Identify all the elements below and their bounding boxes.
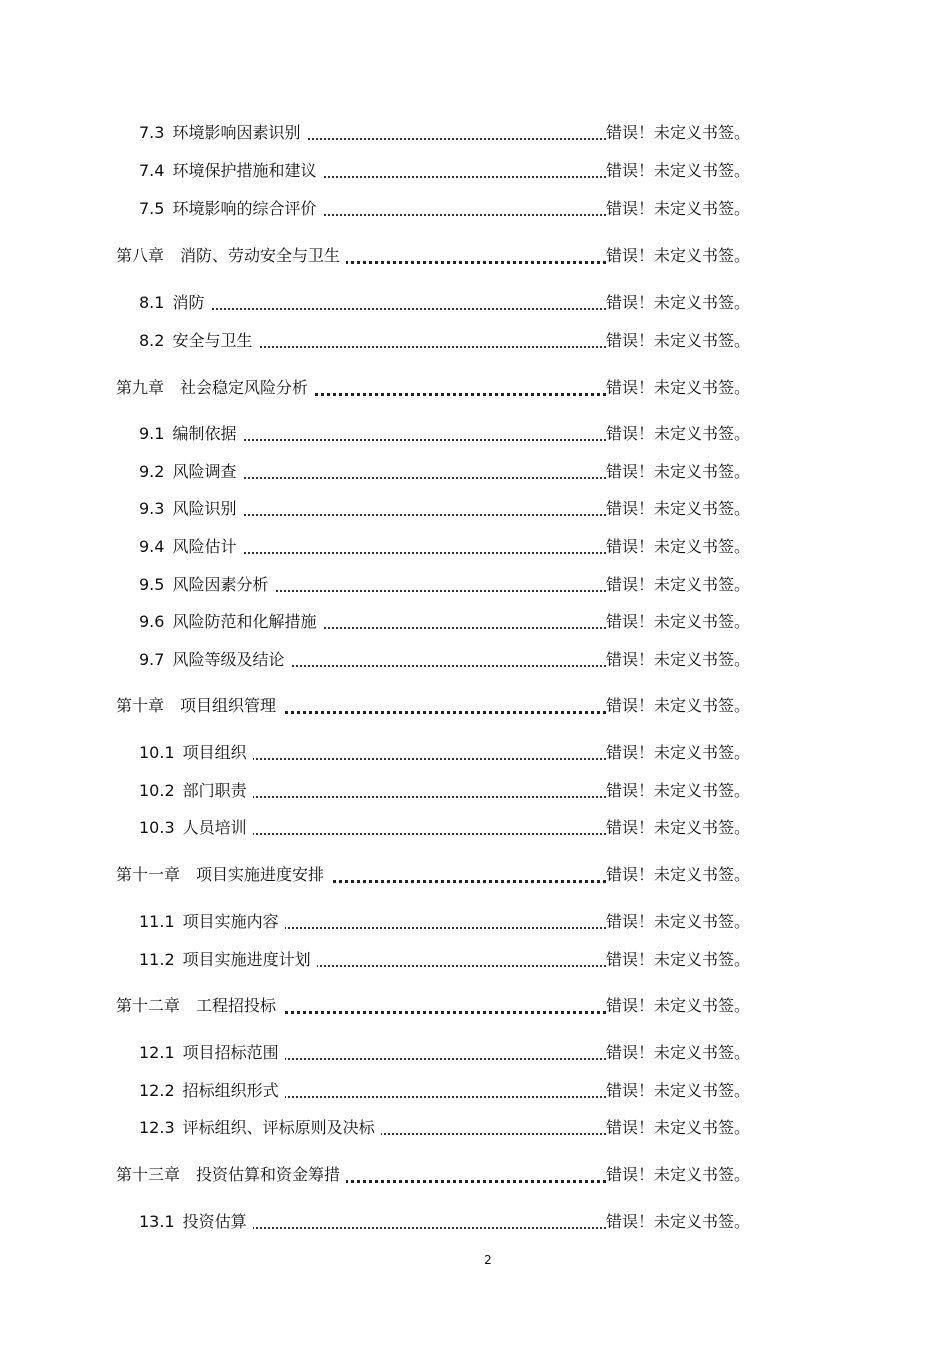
toc-entry-title: 部门职责 bbox=[182, 781, 247, 800]
toc-entry-page-ref: 错误！未定义书签。 bbox=[606, 993, 750, 1019]
page-number: 2 bbox=[484, 1253, 492, 1267]
toc-section-entry[interactable] bbox=[0, 740, 950, 766]
toc-entry-page-ref: 错误！未定义书签。 bbox=[606, 120, 750, 146]
toc-entry-number: 9.1 bbox=[139, 424, 165, 443]
toc-section-entry[interactable] bbox=[0, 609, 950, 635]
toc-section-entry[interactable] bbox=[0, 1115, 950, 1141]
toc-entry-label bbox=[116, 1162, 346, 1188]
toc-entry-page-ref: 错误！未定义书签。 bbox=[606, 243, 750, 269]
toc-entry-label bbox=[139, 421, 242, 447]
toc-entry-number: 8.2 bbox=[139, 331, 165, 350]
toc-entry-label bbox=[139, 158, 322, 184]
toc-entry-label bbox=[116, 693, 282, 719]
toc-entry-title: 项目实施内容 bbox=[182, 912, 279, 931]
toc-section-entry[interactable] bbox=[0, 534, 950, 560]
toc-entry-title: 安全与卫生 bbox=[172, 331, 253, 350]
toc-entry-number: 7.3 bbox=[139, 123, 165, 142]
toc-entry-title: 招标组织形式 bbox=[182, 1081, 279, 1100]
toc-entry-label bbox=[139, 647, 290, 673]
toc-entry-page-ref: 错误！未定义书签。 bbox=[606, 740, 750, 766]
toc-entry-page-ref: 错误！未定义书签。 bbox=[606, 290, 750, 316]
toc-entry-title: 投资估算和资金筹措 bbox=[196, 1165, 341, 1184]
toc-entry-label bbox=[139, 909, 285, 935]
toc-entry-number: 10.1 bbox=[139, 743, 175, 762]
toc-entry-title: 编制依据 bbox=[172, 424, 237, 443]
toc-entry-title: 环境影响因素识别 bbox=[172, 123, 301, 142]
toc-entry-title: 风险因素分析 bbox=[172, 575, 269, 594]
toc-section-entry[interactable] bbox=[0, 1209, 950, 1235]
toc-entry-page-ref: 错误！未定义书签。 bbox=[606, 778, 750, 804]
toc-entry-label bbox=[139, 1209, 253, 1235]
toc-entry-number: 12.2 bbox=[139, 1081, 175, 1100]
toc-entry-title: 社会稳定风险分析 bbox=[180, 378, 309, 397]
toc-entry-page-ref: 错误！未定义书签。 bbox=[606, 1209, 750, 1235]
toc-entry-label bbox=[139, 328, 258, 354]
toc-section-entry[interactable] bbox=[0, 572, 950, 598]
toc-entry-page-ref: 错误！未定义书签。 bbox=[606, 947, 750, 973]
toc-entry-title: 环境影响的综合评价 bbox=[172, 199, 317, 218]
toc-entry-title: 风险识别 bbox=[172, 499, 237, 518]
toc-chapter-entry[interactable] bbox=[0, 862, 950, 888]
toc-chapter-entry[interactable] bbox=[0, 993, 950, 1019]
toc-entry-number: 10.3 bbox=[139, 818, 175, 837]
toc-entry-number: 9.4 bbox=[139, 537, 165, 556]
toc-entry-page-ref: 错误！未定义书签。 bbox=[606, 1078, 750, 1104]
toc-entry-number: 11.2 bbox=[139, 950, 175, 969]
toc-entry-number: 12.1 bbox=[139, 1043, 175, 1062]
toc-entry-page-ref: 错误！未定义书签。 bbox=[606, 534, 750, 560]
toc-entry-title: 风险调查 bbox=[172, 462, 237, 481]
toc-entry-title: 风险估计 bbox=[172, 537, 237, 556]
toc-entry-title: 消防 bbox=[172, 293, 205, 312]
toc-entry-label bbox=[116, 993, 282, 1019]
toc-entry-title: 项目组织 bbox=[182, 743, 247, 762]
toc-section-entry[interactable] bbox=[0, 158, 950, 184]
toc-entry-title: 人员培训 bbox=[182, 818, 247, 837]
toc-entry-label bbox=[139, 815, 253, 841]
toc-entry-label bbox=[139, 740, 253, 766]
toc-section-entry[interactable] bbox=[0, 1040, 950, 1066]
toc-entry-title: 评标组织、评标原则及决标 bbox=[182, 1118, 375, 1137]
toc-entry-title: 项目实施进度计划 bbox=[182, 950, 311, 969]
toc-entry-number: 7.4 bbox=[139, 161, 165, 180]
toc-entry-number: 9.5 bbox=[139, 575, 165, 594]
toc-entry-page-ref: 错误！未定义书签。 bbox=[606, 909, 750, 935]
toc-chapter-entry[interactable] bbox=[0, 243, 950, 269]
toc-chapter-entry[interactable] bbox=[0, 1162, 950, 1188]
toc-section-entry[interactable] bbox=[0, 1078, 950, 1104]
toc-entry-title: 投资估算 bbox=[182, 1212, 247, 1231]
toc-entry-page-ref: 错误！未定义书签。 bbox=[606, 328, 750, 354]
toc-entry-page-ref: 错误！未定义书签。 bbox=[606, 1162, 750, 1188]
toc-entry-page-ref: 错误！未定义书签。 bbox=[606, 1040, 750, 1066]
toc-entry-label bbox=[139, 459, 242, 485]
toc-entry-number: 8.1 bbox=[139, 293, 165, 312]
toc-entry-label bbox=[139, 572, 274, 598]
toc-entry-number: 11.1 bbox=[139, 912, 175, 931]
toc-entry-label bbox=[116, 375, 314, 401]
toc-entry-label bbox=[116, 862, 330, 888]
toc-entry-page-ref: 错误！未定义书签。 bbox=[606, 375, 750, 401]
toc-entry-number: 第十章 bbox=[116, 696, 165, 715]
toc-entry-label bbox=[139, 290, 210, 316]
toc-section-entry[interactable] bbox=[0, 421, 950, 447]
toc-entry-number: 12.3 bbox=[139, 1118, 175, 1137]
toc-entry-page-ref: 错误！未定义书签。 bbox=[606, 196, 750, 222]
toc-entry-page-ref: 错误！未定义书签。 bbox=[606, 862, 750, 888]
toc-entry-title: 风险防范和化解措施 bbox=[172, 612, 317, 631]
toc-chapter-entry[interactable] bbox=[0, 693, 950, 719]
toc-entry-page-ref: 错误！未定义书签。 bbox=[606, 693, 750, 719]
toc-entry-label bbox=[139, 1040, 285, 1066]
toc-entry-number: 7.5 bbox=[139, 199, 165, 218]
toc-entry-page-ref: 错误！未定义书签。 bbox=[606, 647, 750, 673]
toc-entry-title: 环境保护措施和建议 bbox=[172, 161, 317, 180]
toc-entry-page-ref: 错误！未定义书签。 bbox=[606, 496, 750, 522]
toc-entry-number: 第八章 bbox=[116, 246, 165, 265]
toc-entry-number: 第九章 bbox=[116, 378, 165, 397]
toc-entry-number: 9.2 bbox=[139, 462, 165, 481]
toc-entry-number: 9.7 bbox=[139, 650, 165, 669]
toc-entry-number: 10.2 bbox=[139, 781, 175, 800]
toc-entry-title: 风险等级及结论 bbox=[172, 650, 285, 669]
toc-section-entry[interactable] bbox=[0, 120, 950, 146]
toc-section-entry[interactable] bbox=[0, 196, 950, 222]
toc-entry-label bbox=[139, 778, 253, 804]
toc-section-entry[interactable] bbox=[0, 815, 950, 841]
toc-entry-number: 第十三章 bbox=[116, 1165, 181, 1184]
toc-entry-page-ref: 错误！未定义书签。 bbox=[606, 158, 750, 184]
toc-entry-number: 9.3 bbox=[139, 499, 165, 518]
toc-section-entry[interactable] bbox=[0, 290, 950, 316]
toc-section-entry[interactable] bbox=[0, 778, 950, 804]
toc-entry-number: 9.6 bbox=[139, 612, 165, 631]
toc-entry-title: 项目组织管理 bbox=[180, 696, 277, 715]
toc-section-entry[interactable] bbox=[0, 947, 950, 973]
toc-entry-label bbox=[139, 1115, 381, 1141]
toc-section-entry[interactable] bbox=[0, 647, 950, 673]
toc-entry-title: 工程招投标 bbox=[196, 996, 277, 1015]
toc-entry-label bbox=[139, 120, 306, 146]
toc-section-entry[interactable] bbox=[0, 459, 950, 485]
toc-entry-label bbox=[139, 609, 322, 635]
toc-entry-page-ref: 错误！未定义书签。 bbox=[606, 459, 750, 485]
toc-entry-number: 13.1 bbox=[139, 1212, 175, 1231]
toc-section-entry[interactable] bbox=[0, 909, 950, 935]
toc-entry-page-ref: 错误！未定义书签。 bbox=[606, 1115, 750, 1141]
toc-entry-label bbox=[139, 196, 322, 222]
toc-entry-label bbox=[139, 496, 242, 522]
toc-entry-page-ref: 错误！未定义书签。 bbox=[606, 421, 750, 447]
toc-entry-label bbox=[139, 534, 242, 560]
toc-section-entry[interactable] bbox=[0, 496, 950, 522]
toc-section-entry[interactable] bbox=[0, 328, 950, 354]
toc-entry-title: 项目实施进度安排 bbox=[196, 865, 325, 884]
toc-entry-page-ref: 错误！未定义书签。 bbox=[606, 609, 750, 635]
toc-entry-title: 项目招标范围 bbox=[182, 1043, 279, 1062]
toc-entry-label bbox=[139, 947, 317, 973]
toc-entry-title: 消防、劳动安全与卫生 bbox=[180, 246, 341, 265]
toc-entry-number: 第十一章 bbox=[116, 865, 181, 884]
toc-entry-label bbox=[116, 243, 346, 269]
toc-chapter-entry[interactable] bbox=[0, 375, 950, 401]
toc-entry-page-ref: 错误！未定义书签。 bbox=[606, 572, 750, 598]
toc-entry-number: 第十二章 bbox=[116, 996, 181, 1015]
toc-entry-page-ref: 错误！未定义书签。 bbox=[606, 815, 750, 841]
toc-entry-label bbox=[139, 1078, 285, 1104]
